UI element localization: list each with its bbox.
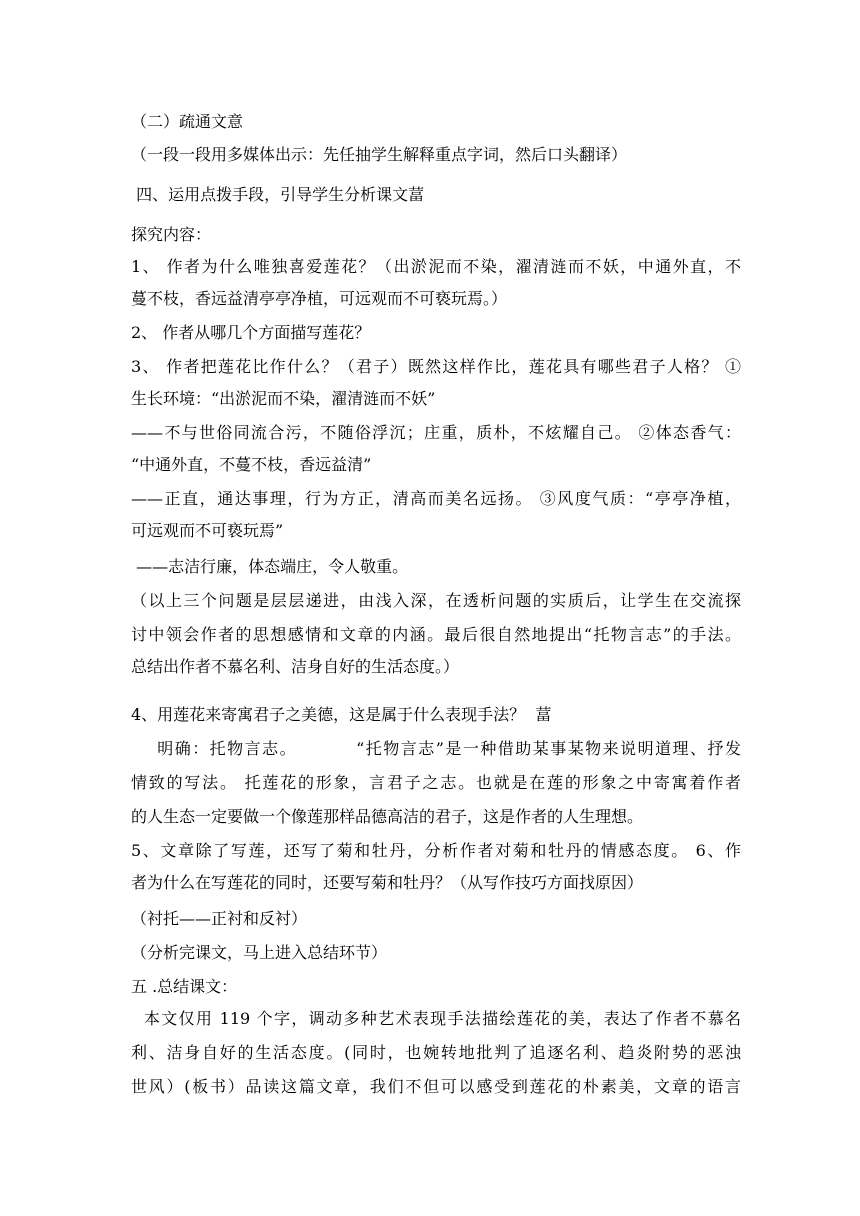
- text-line: （一段一段用多媒体出示：先任抽学生解释重点字词，然后口头翻译）: [131, 145, 628, 164]
- explore-heading: 探究内容：: [131, 225, 212, 244]
- summary-line: 本文仅用 119 个字，调动多种艺术表现手法描绘莲花的美，表达了作者不慕名: [131, 1009, 741, 1028]
- text-line: （分析完课文，马上进入总结环节）: [131, 943, 388, 962]
- text-line: ——志洁行廉，体态端庄，令人敬重。: [131, 557, 409, 576]
- note-line: 讨中领会作者的思想感情和文章的内涵。最后很自然地提出“托物言志”的手法。: [131, 625, 741, 644]
- text-line: （衬托——正衬和反衬）: [131, 909, 308, 928]
- text-line: 情致的写法。 托莲花的形象，言君子之志。也就是在莲的形象之中寄寓着作者: [131, 773, 741, 792]
- question-2: 2、 作者从哪几个方面描写莲花？: [131, 323, 371, 342]
- section-heading-comprehend: （二）疏通文意: [131, 112, 244, 131]
- summary-line: 世风）(板书）品读这篇文章，我们不但可以感受到莲花的朴素美，文章的语言: [131, 1077, 741, 1096]
- text-line: ——正直，通达事理，行为方正，清高而美名远扬。 ③风度气质：“亭亭净植，: [131, 489, 741, 508]
- summary-line: 利、洁身自好的生活态度。(同时，也婉转地批判了追逐名利、趋炎附势的恶浊: [131, 1043, 741, 1062]
- text-line: ——不与世俗同流合污，不随俗浮沉；庄重，质朴，不炫耀自己。 ②体态香气：: [131, 423, 741, 442]
- section-heading-summary: 五 .总结课文：: [131, 977, 238, 996]
- question-4: 4、用莲花来寄寓君子之美德，这是属于什么表现手法？ 葍: [131, 705, 552, 724]
- text-line: 生长环境：“出淤泥而不染，濯清涟而不妖”: [131, 389, 436, 408]
- question-6: 者为什么在写莲花的同时，还要写菊和牡丹？（从写作技巧方面找原因）: [131, 873, 644, 892]
- question-3: 3、 作者把莲花比作什么？（君子）既然这样作比，莲花具有哪些君子人格？ ①: [131, 357, 741, 376]
- note-line: 总结出作者不慕名利、洁身自好的生活态度。）: [131, 657, 460, 676]
- note-line: （以上三个问题是层层递进，由浅入深，在透析问题的实质后，让学生在交流探: [131, 591, 741, 610]
- section-heading-analysis: 四、运用点拨手段，引导学生分析课文葍: [131, 185, 425, 204]
- text-line: 明确：托物言志。 “托物言志”是一种借助某事某物来说明道理、抒发: [131, 739, 741, 758]
- question-1-cont: 蔓不枝，香远益清亭亭净植，可远观而不可亵玩焉。）: [131, 289, 508, 308]
- text-line: “中通外直，不蔓不枝，香远益清”: [131, 455, 372, 474]
- question-1: 1、 作者为什么唯独喜爱莲花？（出淤泥而不染，濯清涟而不妖，中通外直，不: [131, 257, 741, 276]
- text-line: 可远观而不可亵玩焉”: [131, 521, 284, 540]
- question-5: 5、文章除了写莲，还写了菊和牡丹，分析作者对菊和牡丹的情感态度。 6、作: [131, 841, 741, 860]
- text-line: 的人生态一定要做一个像莲那样品德高洁的君子，这是作者的人生理想。: [131, 807, 644, 826]
